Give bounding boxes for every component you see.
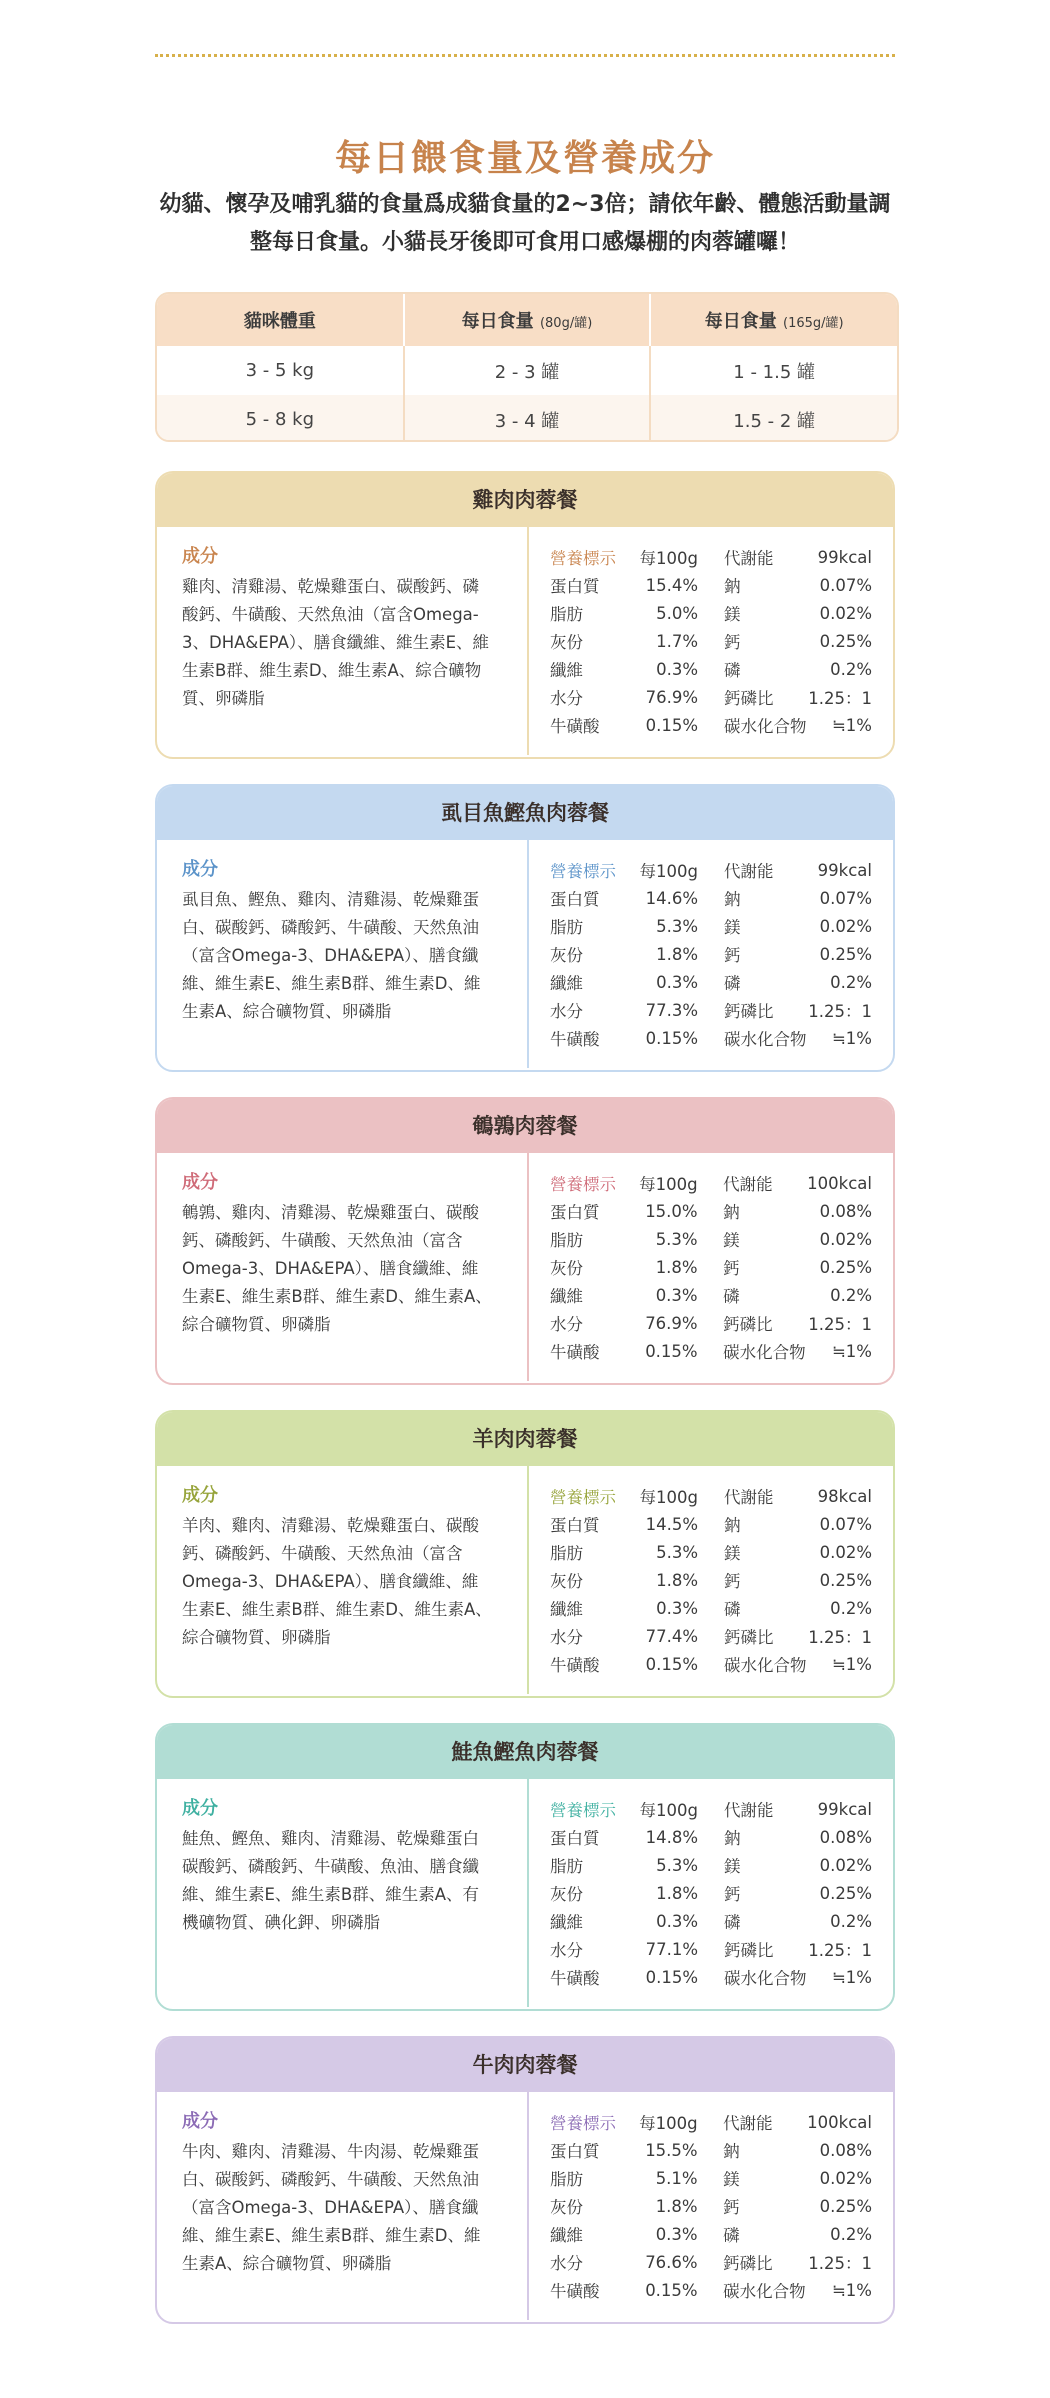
fiber-label: 纖維 bbox=[550, 661, 583, 680]
ingredients-section bbox=[182, 1795, 492, 1937]
nutrition-row bbox=[550, 1795, 872, 1823]
card-body bbox=[157, 527, 893, 755]
ingredients-section bbox=[182, 856, 492, 1026]
sodium-label: 鈉 bbox=[724, 1516, 741, 1535]
nutrition-row bbox=[550, 1253, 872, 1281]
carbs-label: 碳水化合物 bbox=[724, 1030, 807, 1049]
protein-label: 蛋白質 bbox=[550, 1516, 600, 1535]
magnesium-label: 鎂 bbox=[723, 2170, 740, 2189]
fiber-value: 0.3% bbox=[656, 1911, 698, 1931]
ca-p-ratio-value: 1.25：1 bbox=[808, 1941, 872, 1960]
ca-p-ratio-value: 1.25：1 bbox=[808, 1002, 872, 1021]
protein-value: 14.6% bbox=[645, 888, 698, 908]
nutrition-row bbox=[550, 1566, 872, 1594]
protein-label: 蛋白質 bbox=[550, 577, 600, 596]
phosphorus-label: 磷 bbox=[724, 974, 741, 993]
column-divider bbox=[527, 1779, 529, 2007]
nutrition-row bbox=[550, 683, 872, 711]
nutrition-table bbox=[550, 1169, 872, 1365]
taurine-value: 0.15% bbox=[645, 1967, 698, 1987]
nutrition-row bbox=[550, 1622, 872, 1650]
ingredients-heading: 成分 bbox=[182, 859, 218, 880]
magnesium-value: 0.02% bbox=[819, 916, 872, 936]
taurine-label: 牛磺酸 bbox=[550, 1656, 600, 1675]
calcium-value: 0.25% bbox=[819, 631, 872, 651]
ingredients-section bbox=[182, 543, 492, 713]
ca-p-ratio-label: 鈣磷比 bbox=[724, 1941, 774, 1960]
protein-label: 蛋白質 bbox=[550, 890, 600, 909]
fat-label: 脂肪 bbox=[550, 918, 583, 937]
carbs-label: 碳水化合物 bbox=[724, 1656, 807, 1675]
per-unit: 每100g bbox=[639, 1801, 698, 1820]
fat-label: 脂肪 bbox=[550, 1231, 583, 1250]
ash-value: 1.8% bbox=[655, 2196, 698, 2216]
ash-label: 灰份 bbox=[550, 1259, 583, 1278]
sodium-label: 鈉 bbox=[724, 890, 741, 909]
taurine-label: 牛磺酸 bbox=[550, 1969, 600, 1988]
card-body bbox=[157, 2092, 893, 2320]
page-title: 每日餵食量及營養成分 bbox=[334, 138, 715, 179]
fat-value: 5.3% bbox=[656, 1855, 698, 1875]
ash-label: 灰份 bbox=[550, 633, 583, 652]
fiber-value: 0.3% bbox=[656, 659, 698, 679]
ca-p-ratio-value: 1.25：1 bbox=[808, 689, 872, 708]
nutrition-row bbox=[550, 571, 872, 599]
ingredients-text: 雞肉、清雞湯、乾燥雞蛋白、碳酸鈣、磷酸鈣、牛磺酸、天然魚油（富含Omega-3、DHA&EPA）、膳食纖維、維生素E、維生素B群、維生素D、維生素A、綜合礦物質、卵磷脂 bbox=[182, 577, 490, 708]
ca-p-ratio-label: 鈣磷比 bbox=[724, 689, 774, 708]
ash-value: 1.8% bbox=[656, 944, 698, 964]
phosphorus-value: 0.2% bbox=[830, 1598, 872, 1618]
nutrition-row bbox=[550, 1963, 872, 1991]
magnesium-value: 0.02% bbox=[819, 1542, 872, 1562]
per-unit: 每100g bbox=[639, 862, 698, 881]
moisture-label: 水分 bbox=[550, 1628, 583, 1647]
energy-value: 99kcal bbox=[817, 1799, 872, 1819]
sodium-label: 鈉 bbox=[724, 577, 741, 596]
magnesium-value: 0.02% bbox=[819, 1229, 872, 1249]
header-daily-80g: 每日食量 (80g/罐) bbox=[404, 294, 651, 346]
nutrition-row bbox=[550, 1281, 872, 1309]
phosphorus-label: 磷 bbox=[723, 2226, 740, 2245]
nutrition-row bbox=[550, 1309, 872, 1337]
nutrition-label: 營養標示 bbox=[550, 2114, 616, 2133]
magnesium-label: 鎂 bbox=[724, 1857, 741, 1876]
header-weight: 貓咪體重 bbox=[157, 294, 404, 346]
sodium-label: 鈉 bbox=[723, 1203, 740, 1222]
sodium-value: 0.08% bbox=[819, 2140, 872, 2160]
moisture-value: 76.9% bbox=[645, 1313, 698, 1333]
nutrition-row bbox=[550, 543, 872, 571]
protein-value: 15.0% bbox=[645, 1201, 698, 1221]
fat-label: 脂肪 bbox=[550, 2170, 583, 2189]
nutrition-row bbox=[550, 2220, 872, 2248]
moisture-value: 76.9% bbox=[645, 687, 698, 707]
calcium-value: 0.25% bbox=[819, 1257, 872, 1277]
ash-label: 灰份 bbox=[550, 1572, 583, 1591]
table-cell: 3 - 5 kg bbox=[157, 346, 404, 395]
calcium-label: 鈣 bbox=[724, 1885, 741, 1904]
nutrition-row bbox=[550, 599, 872, 627]
carbs-label: 碳水化合物 bbox=[724, 717, 807, 736]
carbs-label: 碳水化合物 bbox=[723, 1343, 806, 1362]
table-cell: 5 - 8 kg bbox=[157, 395, 404, 442]
product-name: 鮭魚鰹魚肉蓉餐 bbox=[157, 1725, 893, 1779]
card-body bbox=[157, 840, 893, 1068]
phosphorus-value: 0.2% bbox=[830, 972, 872, 992]
nutrition-row bbox=[550, 996, 872, 1024]
energy-label: 代謝能 bbox=[723, 2114, 773, 2133]
nutrition-row bbox=[550, 968, 872, 996]
ingredients-heading: 成分 bbox=[182, 546, 218, 567]
nutrition-row bbox=[550, 1935, 872, 1963]
calcium-value: 0.25% bbox=[819, 1883, 872, 1903]
per-unit: 每100g bbox=[639, 1175, 698, 1194]
nutrition-row bbox=[550, 1879, 872, 1907]
protein-label: 蛋白質 bbox=[550, 1829, 600, 1848]
fat-label: 脂肪 bbox=[550, 1857, 583, 1876]
ca-p-ratio-label: 鈣磷比 bbox=[724, 1628, 774, 1647]
protein-label: 蛋白質 bbox=[550, 2142, 600, 2161]
header-daily-165g: 每日食量 (165g/罐) bbox=[650, 294, 897, 346]
ash-label: 灰份 bbox=[550, 946, 583, 965]
magnesium-label: 鎂 bbox=[724, 1544, 741, 1563]
nutrition-row bbox=[550, 2164, 872, 2192]
ca-p-ratio-value: 1.25：1 bbox=[808, 2254, 872, 2273]
magnesium-value: 0.02% bbox=[819, 2168, 872, 2188]
product-card bbox=[155, 2036, 895, 2324]
phosphorus-label: 磷 bbox=[724, 1600, 741, 1619]
magnesium-value: 0.02% bbox=[819, 1855, 872, 1875]
nutrition-row bbox=[550, 1225, 872, 1253]
column-divider bbox=[527, 1153, 529, 1381]
table-row bbox=[157, 346, 897, 395]
fiber-label: 纖維 bbox=[550, 974, 583, 993]
energy-value: 100kcal bbox=[807, 1173, 872, 1193]
product-card bbox=[155, 1097, 895, 1385]
nutrition-row bbox=[550, 2192, 872, 2220]
phosphorus-label: 磷 bbox=[724, 1913, 741, 1932]
taurine-label: 牛磺酸 bbox=[550, 1030, 600, 1049]
taurine-label: 牛磺酸 bbox=[550, 717, 600, 736]
nutrition-row bbox=[550, 2248, 872, 2276]
card-body bbox=[157, 1153, 893, 1381]
ash-value: 1.8% bbox=[656, 1570, 698, 1590]
intro-text: 幼貓、懷孕及哺乳貓的食量爲成貓食量的2~3倍；請依年齡、體態活動量調整每日食量。小貓長牙後即可食用口感爆棚的肉蓉罐囉！ bbox=[159, 192, 891, 255]
fiber-label: 纖維 bbox=[550, 1600, 583, 1619]
moisture-value: 77.1% bbox=[645, 1939, 698, 1959]
product-name: 鵪鶉肉蓉餐 bbox=[157, 1099, 893, 1153]
magnesium-value: 0.02% bbox=[819, 603, 872, 623]
fat-value: 5.3% bbox=[656, 916, 698, 936]
calcium-value: 0.25% bbox=[819, 2196, 872, 2216]
card-body bbox=[157, 1779, 893, 2007]
column-divider bbox=[527, 527, 529, 755]
protein-value: 15.5% bbox=[645, 2140, 698, 2160]
card-body bbox=[157, 1466, 893, 1694]
protein-value: 14.8% bbox=[645, 1827, 698, 1847]
moisture-label: 水分 bbox=[550, 1002, 583, 1021]
ingredients-section bbox=[182, 1482, 492, 1652]
nutrition-label: 營養標示 bbox=[550, 1801, 616, 1820]
nutrition-row bbox=[550, 940, 872, 968]
calcium-label: 鈣 bbox=[724, 1572, 741, 1591]
fiber-value: 0.3% bbox=[655, 2224, 698, 2244]
phosphorus-value: 0.2% bbox=[830, 1911, 872, 1931]
nutrition-row bbox=[550, 1851, 872, 1879]
carbs-value: ≒1% bbox=[831, 1654, 872, 1674]
moisture-value: 76.6% bbox=[645, 2252, 698, 2272]
taurine-value: 0.15% bbox=[645, 2280, 698, 2300]
nutrition-label: 營養標示 bbox=[550, 549, 616, 568]
ca-p-ratio-label: 鈣磷比 bbox=[723, 1315, 773, 1334]
ingredients-section bbox=[182, 2108, 492, 2278]
taurine-value: 0.15% bbox=[645, 715, 698, 735]
phosphorus-value: 0.2% bbox=[830, 659, 872, 679]
nutrition-row bbox=[550, 1024, 872, 1052]
protein-value: 14.5% bbox=[645, 1514, 698, 1534]
nutrition-row bbox=[550, 1169, 872, 1197]
table-cell: 2 - 3 罐 bbox=[404, 346, 651, 395]
fat-value: 5.0% bbox=[656, 603, 698, 623]
moisture-value: 77.4% bbox=[645, 1626, 698, 1646]
nutrition-row bbox=[550, 884, 872, 912]
carbs-value: ≒1% bbox=[831, 1341, 872, 1361]
nutrition-table bbox=[550, 1795, 872, 1991]
taurine-value: 0.15% bbox=[645, 1341, 698, 1361]
sodium-value: 0.08% bbox=[819, 1201, 872, 1221]
ingredients-text: 虱目魚、鰹魚、雞肉、清雞湯、乾燥雞蛋白、碳酸鈣、磷酸鈣、牛磺酸、天然魚油（富含Omega-3、DHA&EPA）、膳食纖維、維生素E、維生素B群、維生素D、維生素A、綜合礦物質、卵磷脂 bbox=[182, 890, 481, 1021]
product-name: 羊肉肉蓉餐 bbox=[157, 1412, 893, 1466]
nutrition-table bbox=[550, 2108, 872, 2304]
ingredients-heading: 成分 bbox=[182, 1172, 218, 1193]
energy-label: 代謝能 bbox=[724, 862, 774, 881]
feeding-table-header bbox=[157, 294, 897, 346]
carbs-value: ≒1% bbox=[831, 2280, 872, 2300]
carbs-value: ≒1% bbox=[831, 1967, 872, 1987]
nutrition-row bbox=[550, 627, 872, 655]
fat-label: 脂肪 bbox=[550, 605, 583, 624]
fiber-label: 纖維 bbox=[550, 1913, 583, 1932]
nutrition-row bbox=[550, 1907, 872, 1935]
energy-value: 100kcal bbox=[807, 2112, 872, 2132]
nutrition-row bbox=[550, 2136, 872, 2164]
calcium-label: 鈣 bbox=[723, 2198, 740, 2217]
calcium-value: 0.25% bbox=[819, 1570, 872, 1590]
calcium-label: 鈣 bbox=[724, 946, 741, 965]
nutrition-label: 營養標示 bbox=[550, 1175, 616, 1194]
fat-label: 脂肪 bbox=[550, 1544, 583, 1563]
ash-label: 灰份 bbox=[550, 2198, 583, 2217]
ash-value: 1.8% bbox=[656, 1883, 698, 1903]
protein-label: 蛋白質 bbox=[550, 1203, 600, 1222]
fiber-label: 纖維 bbox=[550, 2226, 583, 2245]
fiber-label: 纖維 bbox=[550, 1287, 583, 1306]
ash-label: 灰份 bbox=[550, 1885, 583, 1904]
nutrition-table bbox=[550, 856, 872, 1052]
magnesium-label: 鎂 bbox=[723, 1231, 740, 1250]
carbs-label: 碳水化合物 bbox=[724, 1969, 807, 1988]
nutrition-row bbox=[550, 856, 872, 884]
table-cell: 1 - 1.5 罐 bbox=[733, 361, 816, 383]
product-card bbox=[155, 1723, 895, 2011]
product-card bbox=[155, 784, 895, 1072]
fiber-value: 0.3% bbox=[655, 1285, 698, 1305]
fat-value: 5.1% bbox=[655, 2168, 698, 2188]
nutrition-row bbox=[550, 1538, 872, 1566]
product-name: 雞肉肉蓉餐 bbox=[157, 473, 893, 527]
per-unit: 每100g bbox=[639, 2114, 698, 2133]
magnesium-label: 鎂 bbox=[724, 605, 741, 624]
nutrition-label: 營養標示 bbox=[550, 862, 616, 881]
phosphorus-value: 0.2% bbox=[830, 1285, 872, 1305]
taurine-value: 0.15% bbox=[645, 1654, 698, 1674]
carbs-value: ≒1% bbox=[831, 1028, 872, 1048]
moisture-label: 水分 bbox=[550, 2254, 583, 2273]
ca-p-ratio-label: 鈣磷比 bbox=[723, 2254, 773, 2273]
product-card bbox=[155, 471, 895, 759]
column-divider bbox=[527, 2092, 529, 2320]
nutrition-row bbox=[550, 1510, 872, 1538]
nutrition-row bbox=[550, 1337, 872, 1365]
nutrition-row bbox=[550, 711, 872, 739]
nutrition-row bbox=[550, 1650, 872, 1678]
fat-value: 5.3% bbox=[655, 1229, 698, 1249]
nutrition-row bbox=[550, 2108, 872, 2136]
table-cell: 1.5 - 2 罐 bbox=[650, 395, 897, 442]
nutrition-row bbox=[550, 912, 872, 940]
column-divider bbox=[527, 1466, 529, 1694]
nutrition-row bbox=[550, 655, 872, 683]
energy-label: 代謝能 bbox=[724, 1801, 774, 1820]
nutrition-table bbox=[550, 1482, 872, 1678]
feeding-table bbox=[155, 292, 899, 442]
ca-p-ratio-label: 鈣磷比 bbox=[724, 1002, 774, 1021]
dotted-divider bbox=[155, 54, 895, 57]
calcium-label: 鈣 bbox=[723, 1259, 740, 1278]
ingredients-heading: 成分 bbox=[182, 1798, 218, 1819]
ca-p-ratio-value: 1.25：1 bbox=[808, 1315, 872, 1334]
sodium-value: 0.07% bbox=[819, 575, 872, 595]
moisture-label: 水分 bbox=[550, 1941, 583, 1960]
nutrition-row bbox=[550, 1594, 872, 1622]
fiber-value: 0.3% bbox=[656, 1598, 698, 1618]
taurine-value: 0.15% bbox=[645, 1028, 698, 1048]
column-divider bbox=[527, 840, 529, 1068]
ingredients-text: 鮭魚、鰹魚、雞肉、清雞湯、乾燥雞蛋白碳酸鈣、磷酸鈣、牛磺酸、魚油、膳食纖維、維生素E、維生素B群、維生素A、有機礦物質、碘化鉀、卵磷脂 bbox=[182, 1829, 480, 1932]
moisture-label: 水分 bbox=[550, 1315, 583, 1334]
calcium-value: 0.25% bbox=[819, 944, 872, 964]
calcium-label: 鈣 bbox=[724, 633, 741, 652]
nutrition-row bbox=[550, 2276, 872, 2304]
moisture-label: 水分 bbox=[550, 689, 583, 708]
nutrition-row bbox=[550, 1482, 872, 1510]
fat-value: 5.3% bbox=[656, 1542, 698, 1562]
table-row bbox=[157, 395, 897, 442]
energy-value: 99kcal bbox=[817, 547, 872, 567]
protein-value: 15.4% bbox=[645, 575, 698, 595]
phosphorus-value: 0.2% bbox=[830, 2224, 872, 2244]
ingredients-heading: 成分 bbox=[182, 1485, 218, 1506]
nutrition-table bbox=[550, 543, 872, 739]
sodium-value: 0.08% bbox=[819, 1827, 872, 1847]
ingredients-text: 羊肉、雞肉、清雞湯、乾燥雞蛋白、碳酸鈣、磷酸鈣、牛磺酸、天然魚油（富含Omega-3、DHA&EPA）、膳食纖維、維生素E、維生素B群、維生素D、維生素A、綜合礦物質、卵磷脂 bbox=[182, 1516, 492, 1647]
energy-label: 代謝能 bbox=[724, 549, 774, 568]
carbs-value: ≒1% bbox=[831, 715, 872, 735]
energy-value: 99kcal bbox=[817, 860, 872, 880]
ingredients-section bbox=[182, 1169, 492, 1339]
product-card bbox=[155, 1410, 895, 1698]
table-cell: 3 - 4 罐 bbox=[404, 395, 651, 442]
magnesium-label: 鎂 bbox=[724, 918, 741, 937]
ingredients-text: 鵪鶉、雞肉、清雞湯、乾燥雞蛋白、碳酸鈣、磷酸鈣、牛磺酸、天然魚油（富含Omega-3、DHA&EPA）、膳食纖維、維生素E、維生素B群、維生素D、維生素A、綜合礦物質、卵磷脂 bbox=[182, 1203, 492, 1334]
sodium-label: 鈉 bbox=[723, 2142, 740, 2161]
nutrition-label: 營養標示 bbox=[550, 1488, 616, 1507]
energy-label: 代謝能 bbox=[724, 1488, 774, 1507]
fiber-value: 0.3% bbox=[656, 972, 698, 992]
ca-p-ratio-value: 1.25：1 bbox=[808, 1628, 872, 1647]
taurine-label: 牛磺酸 bbox=[550, 2282, 600, 2301]
sodium-label: 鈉 bbox=[724, 1829, 741, 1848]
energy-label: 代謝能 bbox=[723, 1175, 773, 1194]
nutrition-row bbox=[550, 1823, 872, 1851]
ash-value: 1.8% bbox=[655, 1257, 698, 1277]
product-name: 虱目魚鰹魚肉蓉餐 bbox=[157, 786, 893, 840]
product-name: 牛肉肉蓉餐 bbox=[157, 2038, 893, 2092]
per-unit: 每100g bbox=[639, 549, 698, 568]
taurine-label: 牛磺酸 bbox=[550, 1343, 600, 1362]
phosphorus-label: 磷 bbox=[724, 661, 741, 680]
phosphorus-label: 磷 bbox=[723, 1287, 740, 1306]
sodium-value: 0.07% bbox=[819, 1514, 872, 1534]
ingredients-text: 牛肉、雞肉、清雞湯、牛肉湯、乾燥雞蛋白、碳酸鈣、磷酸鈣、牛磺酸、天然魚油（富含Omega-3、DHA&EPA）、膳食纖維、維生素E、維生素B群、維生素D、維生素A、綜合礦物質、卵磷脂 bbox=[182, 2142, 481, 2273]
nutrition-row bbox=[550, 1197, 872, 1225]
energy-value: 98kcal bbox=[817, 1486, 872, 1506]
ingredients-heading: 成分 bbox=[182, 2111, 218, 2132]
per-unit: 每100g bbox=[639, 1488, 698, 1507]
moisture-value: 77.3% bbox=[645, 1000, 698, 1020]
sodium-value: 0.07% bbox=[819, 888, 872, 908]
carbs-label: 碳水化合物 bbox=[723, 2282, 806, 2301]
ash-value: 1.7% bbox=[656, 631, 698, 651]
